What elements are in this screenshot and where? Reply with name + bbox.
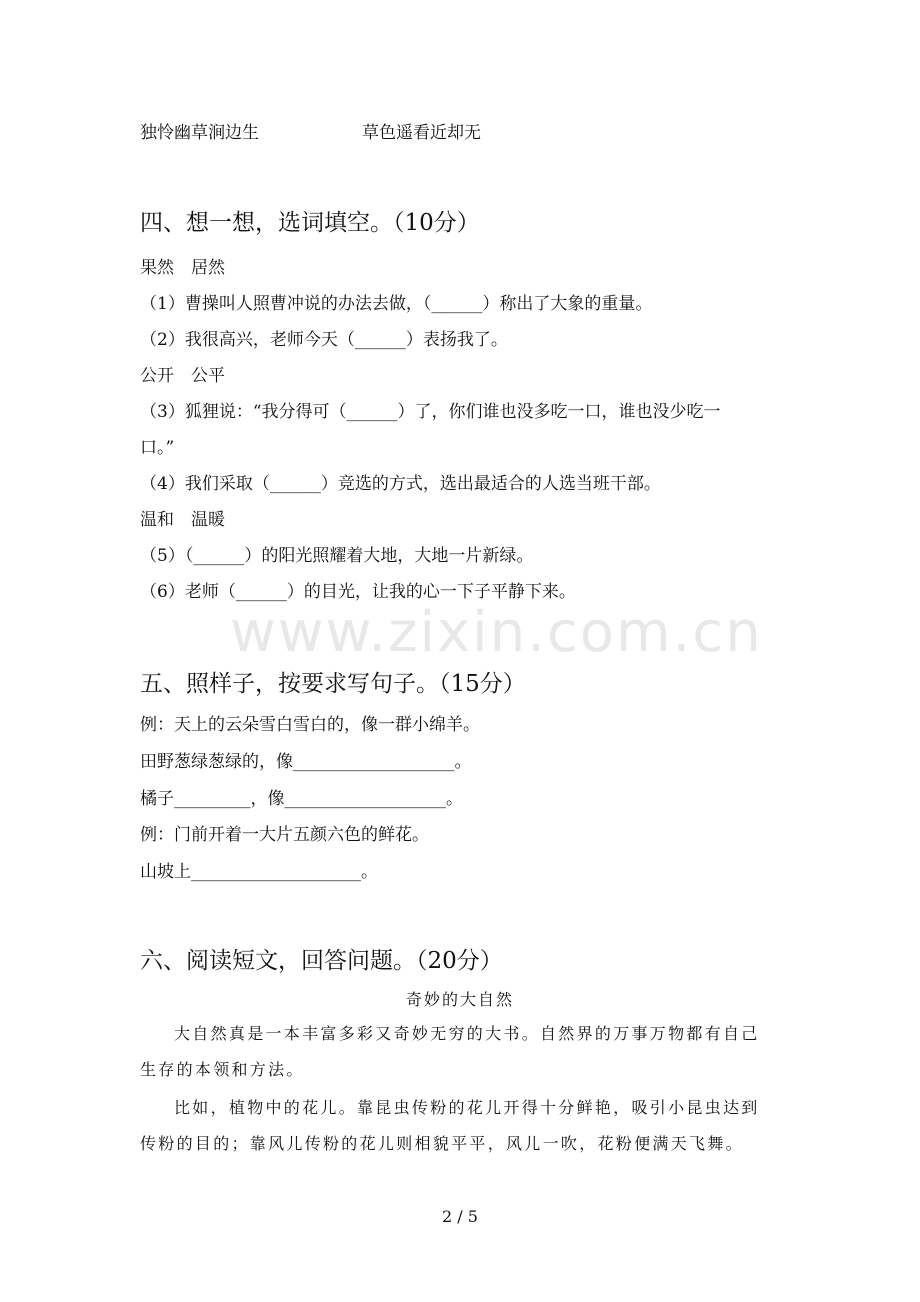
question-3-line-1: （3）狐狸说：“我分得可（______）了，你们谁也没多吃一口，谁也没少吃一 <box>140 402 721 422</box>
paragraph-2 <box>140 1090 780 1162</box>
watermark: www.zixin.com.cn <box>230 600 763 665</box>
paragraph-2-line-2: 传粉的目的；靠风儿传粉的花儿则相貌平平，风儿一吹，花粉便满天飞舞。 <box>140 1134 744 1153</box>
page-number: 2 / 5 <box>442 1207 478 1226</box>
section-4-heading: 四、想一想，选词填空。（10分） <box>140 210 480 236</box>
word-group-2: 公开 公平 <box>140 366 225 386</box>
poem-line-2: 草色遥看近却无 <box>362 123 481 143</box>
sentence-1: 田野葱绿葱绿的，像___________________。 <box>140 752 472 772</box>
question-1: （1）曹操叫人照曹冲说的办法去做，（______）称出了大象的重量。 <box>140 294 653 314</box>
poem-line-1: 独怜幽草涧边生 <box>140 123 259 143</box>
sentence-2: 橘子_________，像___________________。 <box>140 789 463 809</box>
story-title: 奇妙的大自然 <box>405 990 514 1009</box>
question-4: （4）我们采取（______）竞选的方式，选出最适合的人选当班干部。 <box>140 474 661 494</box>
question-3-line-2: 口。” <box>140 438 175 458</box>
section-6-heading: 六、阅读短文，回答问题。（20分） <box>140 948 503 974</box>
section-5-heading: 五、照样子，按要求写句子。（15分） <box>140 671 526 697</box>
question-2: （2）我很高兴，老师今天（______）表扬我了。 <box>140 330 508 350</box>
example-2: 例：门前开着一大片五颜六色的鲜花。 <box>140 825 429 845</box>
sentence-3: 山坡上____________________。 <box>140 862 378 882</box>
example-1: 例：天上的云朵雪白雪白的，像一群小绵羊。 <box>140 715 480 735</box>
word-group-3: 温和 温暖 <box>140 510 225 530</box>
paragraph-1-line-1: 大自然真是一本丰富多彩又奇妙无穷的大书。自然界的万事万物都有自己 <box>174 1024 760 1043</box>
paragraph-1-line-2: 生存的本领和方法。 <box>140 1060 305 1079</box>
word-group-1: 果然 居然 <box>140 258 225 278</box>
paragraph-2-line-1: 比如，植物中的花儿。靠昆虫传粉的花儿开得十分鲜艳，吸引小昆虫达到 <box>174 1098 760 1117</box>
paragraph-1 <box>140 1016 780 1088</box>
question-6: （6）老师（______）的目光，让我的心一下子平静下来。 <box>140 582 576 602</box>
question-5: （5）（______）的阳光照耀着大地，大地一片新绿。 <box>140 546 534 566</box>
